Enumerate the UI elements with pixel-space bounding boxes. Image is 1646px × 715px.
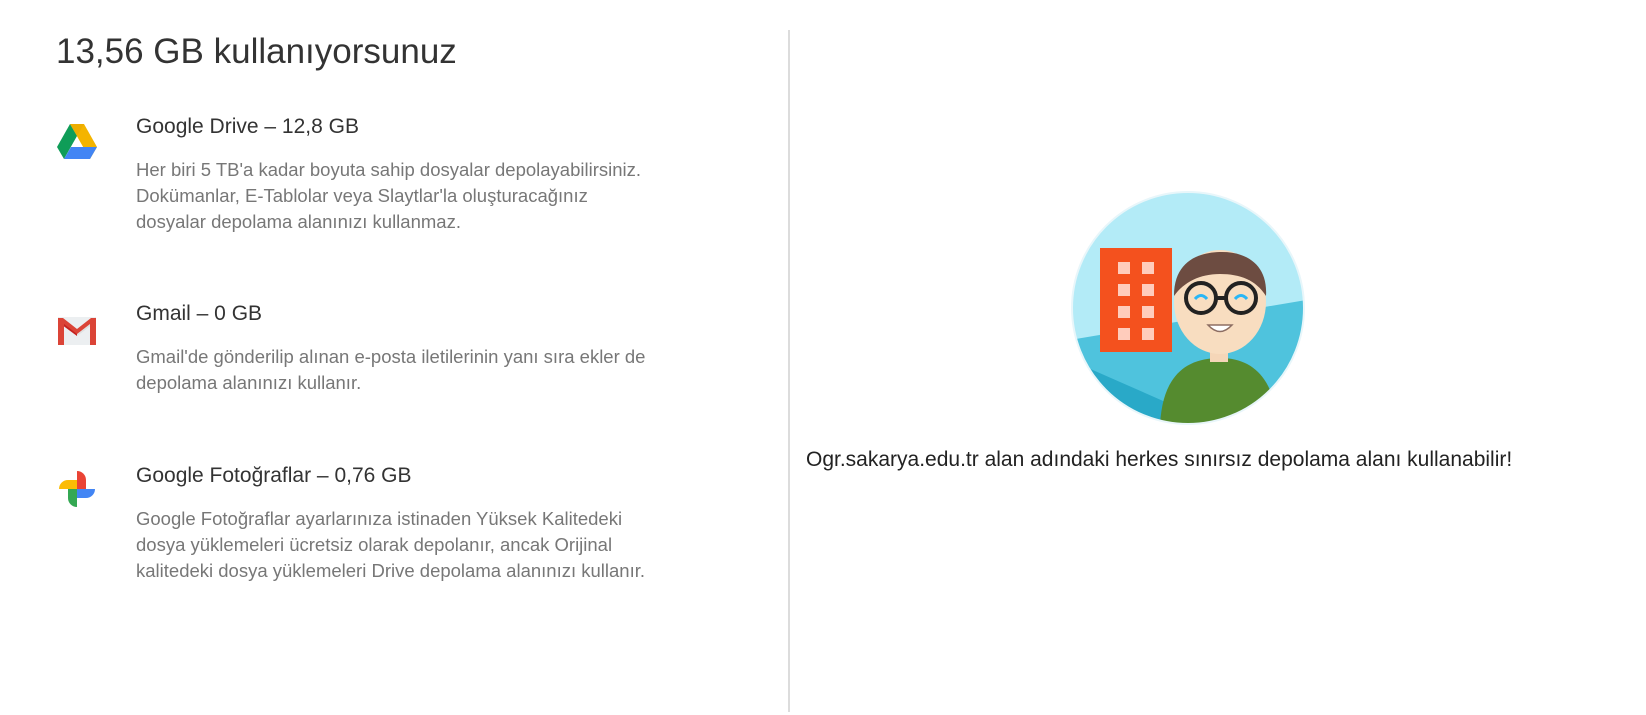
service-title: Google Drive – 12,8 GB bbox=[136, 115, 359, 138]
service-description: Gmail'de gönderilip alınan e-posta iletilerinin yanı sıra ekler de depolama alanınızı kullanır. bbox=[136, 346, 646, 393]
storage-breakdown-panel bbox=[0, 0, 750, 715]
domain-unlimited-storage-message: Ogr.sakarya.edu.tr alan adındaki herkes sınırsız depolama alanı kullanabilir! bbox=[806, 448, 1513, 471]
page-title: 13,56 GB kullanıyorsunuz bbox=[56, 32, 457, 71]
gmail-icon bbox=[56, 308, 98, 350]
user-with-building-illustration bbox=[1070, 190, 1306, 426]
service-description: Google Fotoğraflar ayarlarınıza istinaden Yüksek Kalitedeki dosya yüklemeleri ücretsiz olarak depolanır, ancak Orijinal kalitedeki dosya yüklemeleri Drive depolama alanınızı kullanır. bbox=[136, 508, 646, 581]
service-title: Google Fotoğraflar – 0,76 GB bbox=[136, 464, 412, 487]
domain-info-panel bbox=[790, 0, 1646, 715]
google-drive-icon bbox=[56, 121, 98, 163]
service-title: Gmail – 0 GB bbox=[136, 302, 263, 325]
service-description: Her biri 5 TB'a kadar boyuta sahip dosyalar depolayabilirsiniz. Dokümanlar, E-Tablolar veya Slaytlar'la oluşturacağınız dosyalar depolama alanınızı kullanmaz. bbox=[136, 159, 642, 232]
google-photos-icon bbox=[56, 468, 98, 510]
